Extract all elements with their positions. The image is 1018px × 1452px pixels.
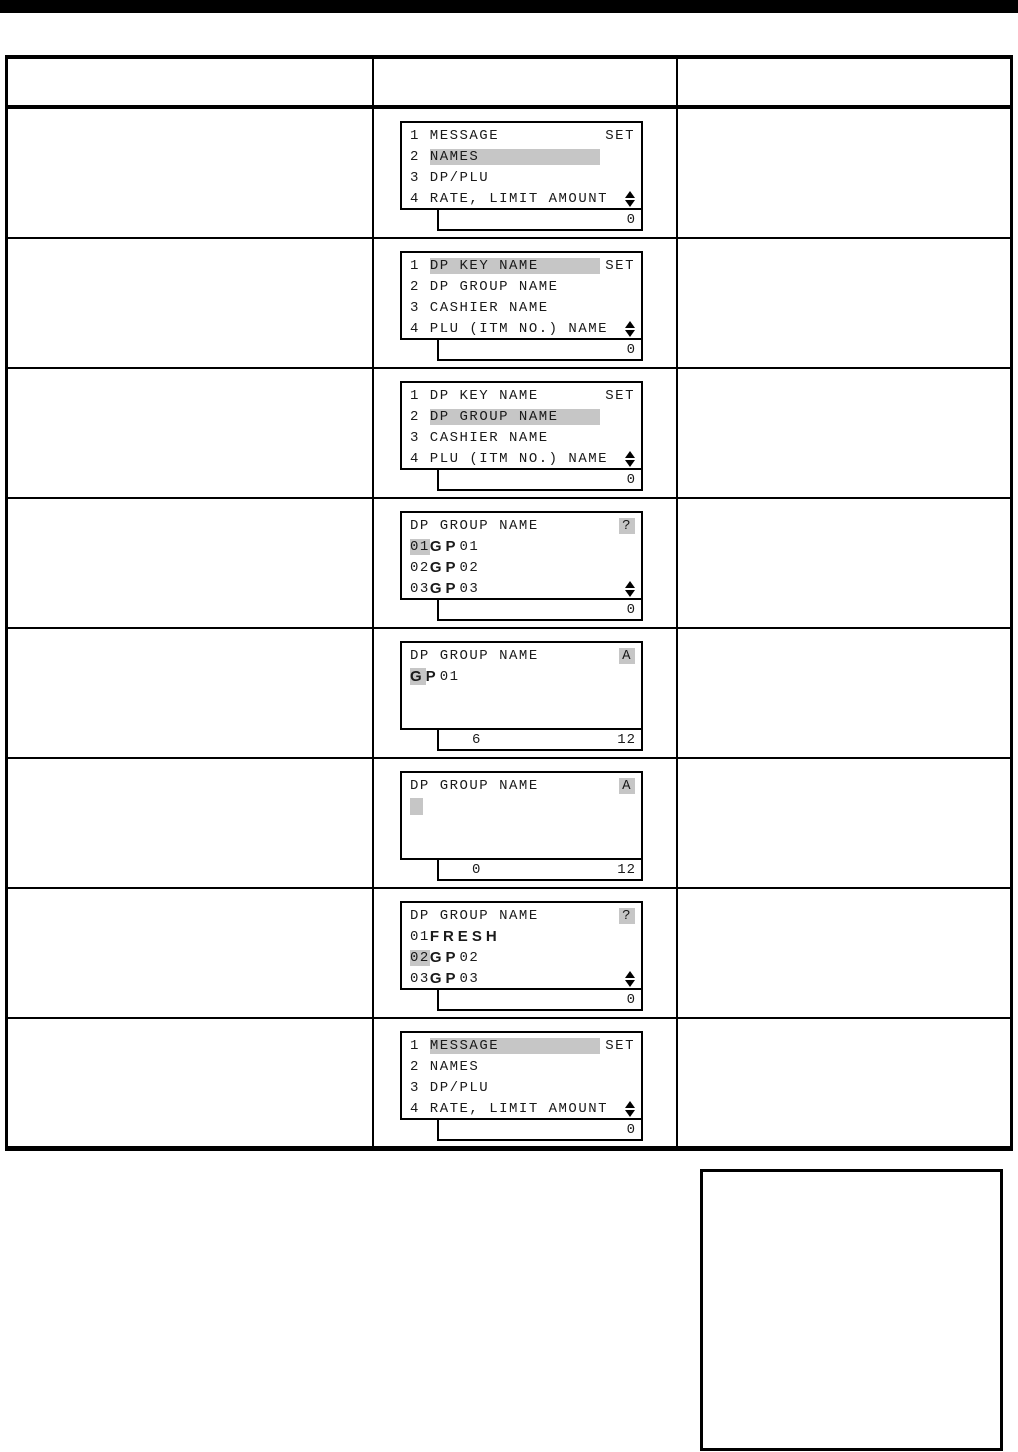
lcd-line	[410, 1098, 635, 1119]
lcd-text-segment: DP GROUP NAME	[410, 907, 539, 924]
lcd-line	[410, 125, 635, 146]
lcd-screen	[400, 511, 643, 600]
lcd-line	[410, 708, 635, 729]
lcd-display	[400, 381, 643, 491]
status-right-value: 0	[626, 1121, 636, 1138]
lcd-text-segment: 2	[410, 148, 430, 165]
table-cell-display	[374, 629, 678, 757]
lcd-text-segment: 4 PLU (ITM NO.) NAME	[410, 450, 609, 467]
up-triangle	[625, 1101, 635, 1108]
lcd-text-segment: 2	[410, 408, 430, 425]
lcd-text-segment: 1	[410, 257, 430, 274]
table-row	[8, 369, 1010, 499]
lcd-text-segment: 3 CASHIER NAME	[410, 299, 549, 316]
lcd-line	[410, 188, 635, 209]
page-top-bar	[0, 0, 1018, 13]
table-cell-display	[374, 499, 678, 627]
table-cell-display	[374, 889, 678, 1017]
lcd-screen	[400, 251, 643, 340]
updown-arrow-icon	[625, 1101, 635, 1117]
lcd-text-segment: 4 RATE, LIMIT AMOUNT	[410, 190, 609, 207]
lcd-status-bar	[437, 730, 643, 751]
table-cell-left	[8, 499, 374, 627]
lcd-line	[410, 536, 635, 557]
updown-arrow-icon	[625, 191, 635, 207]
lcd-display	[400, 511, 643, 621]
lcd-text-segment: GP	[429, 970, 460, 987]
lcd-line	[410, 515, 635, 536]
status-right-value: 0	[626, 211, 636, 228]
down-triangle	[625, 330, 635, 337]
lcd-text-segment: 03	[459, 580, 480, 597]
lcd-line	[410, 578, 635, 599]
up-triangle	[625, 321, 635, 328]
lcd-text-segment: 02	[410, 559, 430, 576]
lcd-line	[410, 427, 635, 448]
table-cell-left	[8, 889, 374, 1017]
table-cell-right	[678, 759, 1010, 887]
lcd-text-segment: 03	[410, 970, 430, 987]
status-right-value: 0	[626, 341, 636, 358]
table-cell-left	[8, 759, 374, 887]
updown-arrow-icon	[625, 321, 635, 337]
lcd-text-segment: 01	[410, 928, 430, 945]
lcd-status-bar	[437, 210, 643, 231]
lcd-text-segment: FRESH	[429, 928, 501, 945]
lcd-display	[400, 641, 643, 751]
lcd-screen	[400, 901, 643, 990]
table-row	[8, 1019, 1010, 1146]
lcd-display	[400, 771, 643, 881]
lcd-text-segment: DP GROUP NAME	[410, 517, 539, 534]
lcd-text-segment: 1	[410, 1037, 430, 1054]
lcd-display	[400, 251, 643, 361]
lcd-text-segment: 3 DP/PLU	[410, 169, 490, 186]
lcd-display	[400, 1031, 643, 1141]
help-indicator: ?	[619, 908, 635, 924]
lcd-screen	[400, 771, 643, 860]
updown-arrow-icon	[625, 581, 635, 597]
lcd-line	[410, 817, 635, 838]
lcd-text-segment: 03	[459, 970, 480, 987]
lcd-text-segment: 2 DP GROUP NAME	[410, 278, 559, 295]
lcd-line	[410, 905, 635, 926]
lcd-text-segment: GP	[429, 559, 460, 576]
lcd-status-bar	[437, 1120, 643, 1141]
status-left-value: 0	[472, 861, 482, 878]
lcd-text-segment: GP	[429, 949, 460, 966]
lcd-line	[410, 796, 635, 817]
lcd-text-segment: GP	[429, 538, 460, 555]
lcd-text-segment: GP	[429, 580, 460, 597]
lcd-line	[410, 666, 635, 687]
lcd-line	[410, 167, 635, 188]
table-cell-right	[678, 629, 1010, 757]
alpha-mode-indicator: A	[619, 778, 635, 794]
table-cell-left	[8, 109, 374, 237]
lcd-line	[410, 406, 635, 427]
lcd-text-segment: 3 CASHIER NAME	[410, 429, 549, 446]
lcd-text-segment: DP GROUP NAME	[410, 777, 539, 794]
set-label: SET	[605, 387, 635, 404]
set-label: SET	[605, 257, 635, 274]
lcd-status-bar	[437, 990, 643, 1011]
lcd-text-segment: DP GROUP NAME	[410, 647, 539, 664]
lcd-line	[410, 926, 635, 947]
lcd-line	[410, 775, 635, 796]
lcd-line	[410, 838, 635, 859]
table-header-cell-right	[678, 59, 1010, 105]
lcd-line	[410, 687, 635, 708]
table-cell-left	[8, 1019, 374, 1146]
content-table	[5, 55, 1013, 1151]
lcd-status-bar	[437, 340, 643, 361]
table-row	[8, 109, 1010, 239]
selection-highlight: DP GROUP NAME	[430, 409, 600, 425]
lcd-line	[410, 276, 635, 297]
lcd-line	[410, 1056, 635, 1077]
table-row	[8, 499, 1010, 629]
table-row	[8, 759, 1010, 889]
down-triangle	[625, 980, 635, 987]
lcd-screen	[400, 381, 643, 470]
table-header-cell-left	[8, 59, 374, 105]
lcd-line	[410, 968, 635, 989]
lcd-status-bar	[437, 600, 643, 621]
lcd-screen	[400, 121, 643, 210]
cursor-block	[410, 798, 423, 815]
note-box	[700, 1169, 1003, 1451]
lcd-text-segment: 4 RATE, LIMIT AMOUNT	[410, 1100, 609, 1117]
lcd-status-bar	[437, 860, 643, 881]
status-right-value: 0	[626, 991, 636, 1008]
lcd-line	[410, 947, 635, 968]
lcd-text-segment: P	[425, 668, 440, 685]
selection-highlight: MESSAGE	[430, 1038, 600, 1054]
table-header-cell-middle	[374, 59, 678, 105]
lcd-text-segment: 2 NAMES	[410, 1058, 480, 1075]
lcd-line	[410, 1035, 635, 1056]
table-cell-left	[8, 369, 374, 497]
table-cell-right	[678, 499, 1010, 627]
updown-arrow-icon	[625, 451, 635, 467]
lcd-text-segment: 02	[459, 559, 480, 576]
table-cell-right	[678, 109, 1010, 237]
table-cell-display	[374, 759, 678, 887]
table-cell-right	[678, 889, 1010, 1017]
lcd-line	[410, 255, 635, 276]
lcd-status-bar	[437, 470, 643, 491]
lcd-text-segment: 03	[410, 580, 430, 597]
selection-highlight: NAMES	[430, 149, 600, 165]
updown-arrow-icon	[625, 971, 635, 987]
table-cell-right	[678, 1019, 1010, 1146]
table-cell-right	[678, 369, 1010, 497]
lcd-screen	[400, 641, 643, 730]
table-header-row	[8, 59, 1010, 109]
lcd-line	[410, 297, 635, 318]
up-triangle	[625, 971, 635, 978]
lcd-line	[410, 318, 635, 339]
lcd-line	[410, 146, 635, 167]
table-row	[8, 629, 1010, 759]
up-triangle	[625, 581, 635, 588]
table-cell-right	[678, 239, 1010, 367]
lcd-text-segment: 02	[410, 949, 430, 966]
table-cell-left	[8, 629, 374, 757]
help-indicator: ?	[619, 518, 635, 534]
lcd-screen	[400, 1031, 643, 1120]
status-right-value: 0	[626, 471, 636, 488]
status-right-value: 12	[617, 861, 636, 878]
down-triangle	[625, 200, 635, 207]
lcd-text-segment: 1 DP KEY NAME	[410, 387, 539, 404]
table-cell-left	[8, 239, 374, 367]
lcd-text-segment: 4 PLU (ITM NO.) NAME	[410, 320, 609, 337]
status-right-value: 0	[626, 601, 636, 618]
status-right-value: 12	[617, 731, 636, 748]
lcd-text-segment: 01	[410, 538, 430, 555]
lcd-text-segment: 02	[459, 949, 480, 966]
set-label: SET	[605, 1037, 635, 1054]
alpha-mode-indicator: A	[619, 648, 635, 664]
lcd-line	[410, 557, 635, 578]
lcd-line	[410, 645, 635, 666]
up-triangle	[625, 191, 635, 198]
lcd-text-segment: G	[410, 668, 426, 685]
lcd-line	[410, 448, 635, 469]
lcd-line	[410, 385, 635, 406]
lcd-text-segment: 01	[439, 668, 460, 685]
lcd-text-segment: 1 MESSAGE	[410, 127, 500, 144]
table-cell-display	[374, 369, 678, 497]
table-cell-display	[374, 109, 678, 237]
lcd-display	[400, 901, 643, 1011]
set-label: SET	[605, 127, 635, 144]
lcd-display	[400, 121, 643, 231]
down-triangle	[625, 1110, 635, 1117]
lcd-text-segment: 01	[459, 538, 480, 555]
table-cell-display	[374, 239, 678, 367]
status-left-value: 6	[472, 731, 482, 748]
selection-highlight: DP KEY NAME	[430, 258, 600, 274]
table-row	[8, 239, 1010, 369]
up-triangle	[625, 451, 635, 458]
table-row	[8, 889, 1010, 1019]
down-triangle	[625, 460, 635, 467]
lcd-text-segment: 3 DP/PLU	[410, 1079, 490, 1096]
table-cell-display	[374, 1019, 678, 1146]
lcd-line	[410, 1077, 635, 1098]
down-triangle	[625, 590, 635, 597]
